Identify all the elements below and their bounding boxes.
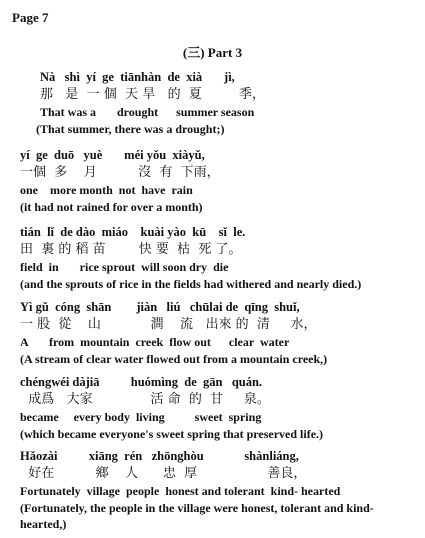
translation-line-continued: hearted,) (20, 517, 67, 531)
pinyin-line: Yì gǔ cóng shān jiàn liú chūlai de qīng shuǐ, (20, 300, 300, 314)
english-gloss-line: one more month not have rain (20, 183, 193, 197)
page-label: Page 7 (12, 10, 49, 25)
chinese-line: 一 股 從 山 澗 流 出來 的 清 水， (20, 317, 317, 332)
pinyin-line: Hǎozài xiāng rén zhōnghòu shànliáng, (20, 449, 299, 463)
chinese-line: 一個 多 月 沒 有 下雨， (20, 165, 220, 180)
english-gloss-line: That was a drought summer season (40, 105, 255, 119)
chinese-line: 那 是 一 個 天 旱 的 夏 季， (40, 87, 266, 102)
translation-line: (That summer, there was a drought;) (36, 122, 225, 136)
english-gloss-line: became every body living sweet spring (20, 410, 262, 424)
translation-line: (it had not rained for over a month) (20, 200, 203, 214)
chinese-line: 成爲 大家 活 命 的 甘 泉。 (20, 392, 270, 407)
english-gloss-line: field in rice sprout will soon dry die (20, 260, 229, 274)
translation-line: (which became everyone's sweet spring that preserved life.) (20, 427, 324, 441)
translation-line: (and the sprouts of rice in the fields had withered and nearly died.) (20, 277, 362, 291)
translation-line: (A stream of clear water flowed out from a mountain creek,) (20, 352, 328, 366)
english-gloss-line: Fortunately village people honest and tolerant kind- hearted (20, 484, 341, 498)
chinese-line: 田 裏 的 稻 苗 快 要 枯 死 了。 (20, 242, 242, 257)
pinyin-line: yí ge duō yuè méi yǒu xiàyǔ, (20, 148, 205, 162)
chinese-line: 好在 鄉 人 忠 厚 善良， (20, 466, 307, 481)
english-gloss-line: A from mountain creek flow out clear water (20, 335, 290, 349)
section-title: (三) Part 3 (182, 45, 243, 60)
pinyin-line: Nà shì yí ge tiānhàn de xià jì, (40, 70, 235, 84)
pinyin-line: tián lǐ de dào miáo kuài yào kū sǐ le. (20, 225, 246, 239)
translation-line: (Fortunately, the people in the village were honest, tolerant and kind- (20, 501, 374, 515)
pinyin-line: chéngwéi dàjiā huómìng de gān quán. (20, 375, 263, 389)
